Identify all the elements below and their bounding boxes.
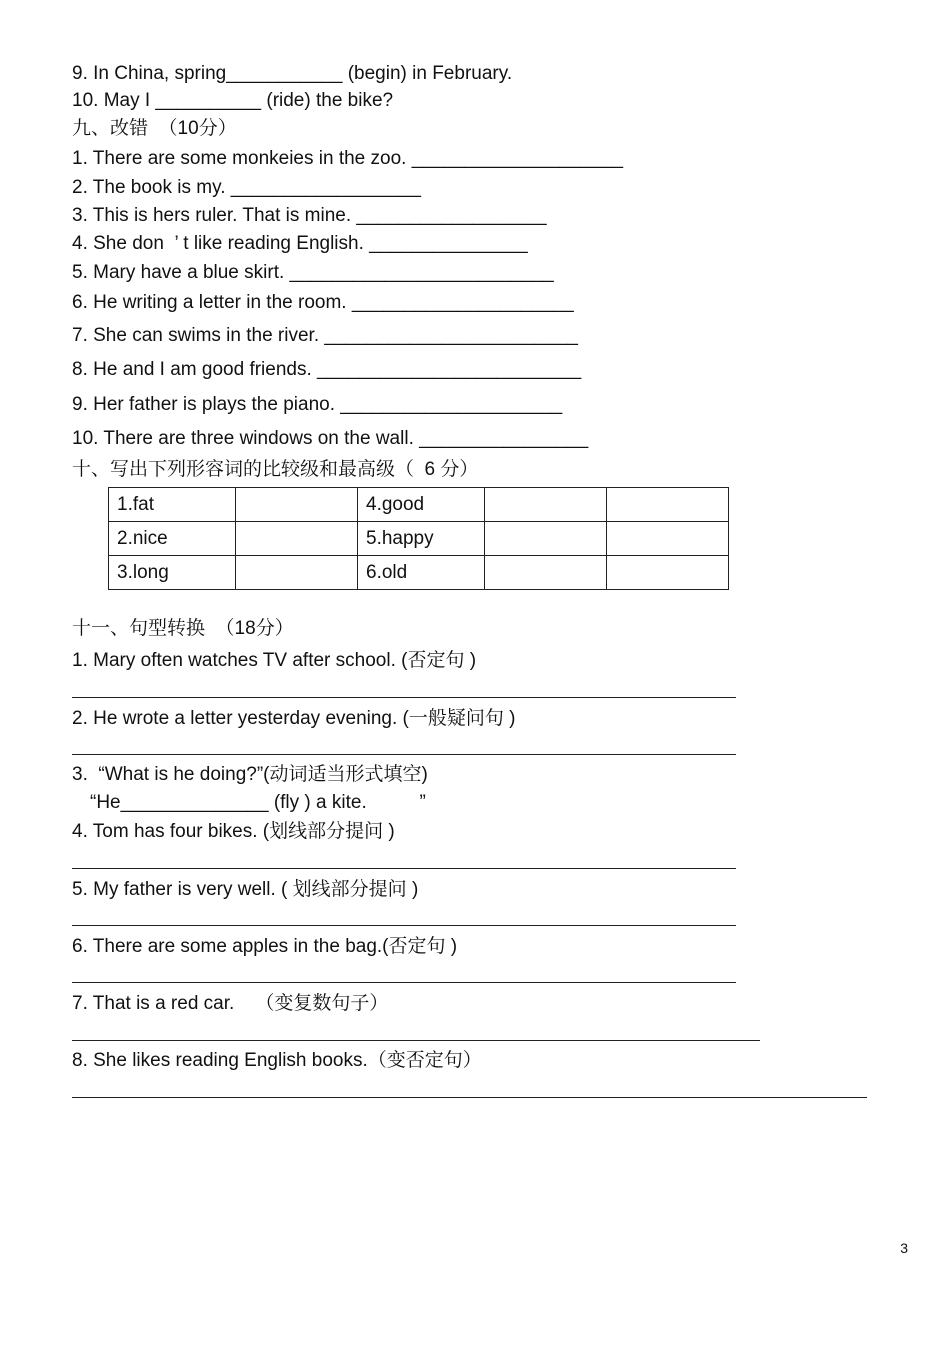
table-row: [109, 522, 729, 556]
section-10-heading: 十、写出下列形容词的比较级和最高级（ 6 分）: [72, 459, 479, 480]
table-cell: 5.happy: [358, 522, 485, 556]
question-11-8: 8. She likes reading English books.（变否定句）: [72, 1050, 482, 1071]
table-cell: 4.good: [358, 488, 485, 522]
question-9-10: 10. There are three windows on the wall. ________________: [72, 428, 589, 449]
question-11-7: 7. That is a red car. （变复数句子）: [72, 993, 389, 1014]
answer-line[interactable]: [72, 925, 736, 926]
question-9-2: 2. The book is my. __________________: [72, 177, 421, 198]
page-number: 3: [900, 1240, 908, 1256]
question-9-1: 1. There are some monkeies in the zoo. ____________________: [72, 148, 624, 169]
answer-line[interactable]: [72, 697, 736, 698]
answer-cell[interactable]: [607, 488, 729, 522]
question-11-3: 3. “What is he doing?”(动词适当形式填空): [72, 764, 428, 785]
question-11-5: 5. My father is very well. ( 划线部分提问 ): [72, 879, 419, 900]
answer-line[interactable]: [72, 1040, 760, 1041]
section-11-heading: 十一、句型转换 （18分）: [72, 618, 294, 639]
table-cell: 2.nice: [109, 522, 236, 556]
question-11-6: 6. There are some apples in the bag.(否定句 ): [72, 936, 458, 957]
table-row: [109, 556, 729, 590]
answer-cell[interactable]: [485, 488, 607, 522]
question-11-1: 1. Mary often watches TV after school. (否定句 ): [72, 650, 477, 671]
answer-cell[interactable]: [607, 556, 729, 590]
table-cell: 1.fat: [109, 488, 236, 522]
answer-cell[interactable]: [236, 556, 358, 590]
answer-line[interactable]: [72, 982, 736, 983]
question-11-4: 4. Tom has four bikes. (划线部分提问 ): [72, 821, 395, 842]
question-8-9: 9. In China, spring___________ (begin) in February.: [72, 63, 513, 84]
adjective-comparison-table: [108, 487, 729, 590]
question-9-8: 8. He and I am good friends. _________________________: [72, 359, 582, 380]
table-row: [109, 488, 729, 522]
answer-cell[interactable]: [607, 522, 729, 556]
section-9-heading: 九、改错 （10分）: [72, 118, 237, 139]
question-9-9: 9. Her father is plays the piano. _____________________: [72, 394, 563, 415]
answer-cell[interactable]: [236, 488, 358, 522]
question-9-3: 3. This is hers ruler. That is mine. __________________: [72, 205, 547, 226]
answer-cell[interactable]: [485, 556, 607, 590]
table-cell: 3.long: [109, 556, 236, 590]
answer-line[interactable]: [72, 1097, 867, 1098]
question-11-2: 2. He wrote a letter yesterday evening. (一般疑问句 ): [72, 708, 516, 729]
answer-line[interactable]: [72, 754, 736, 755]
answer-cell[interactable]: [485, 522, 607, 556]
question-9-4: 4. She don ’ t like reading English. _______________: [72, 233, 528, 254]
table-cell: 6.old: [358, 556, 485, 590]
question-9-7: 7. She can swims in the river. ________________________: [72, 325, 578, 346]
question-11-3-blank[interactable]: “He______________ (fly ) a kite. ”: [90, 792, 426, 813]
question-9-6: 6. He writing a letter in the room. _____________________: [72, 292, 574, 313]
answer-line[interactable]: [72, 868, 736, 869]
question-9-5: 5. Mary have a blue skirt. _________________________: [72, 262, 554, 283]
question-8-10: 10. May I __________ (ride) the bike?: [72, 90, 394, 111]
answer-cell[interactable]: [236, 522, 358, 556]
